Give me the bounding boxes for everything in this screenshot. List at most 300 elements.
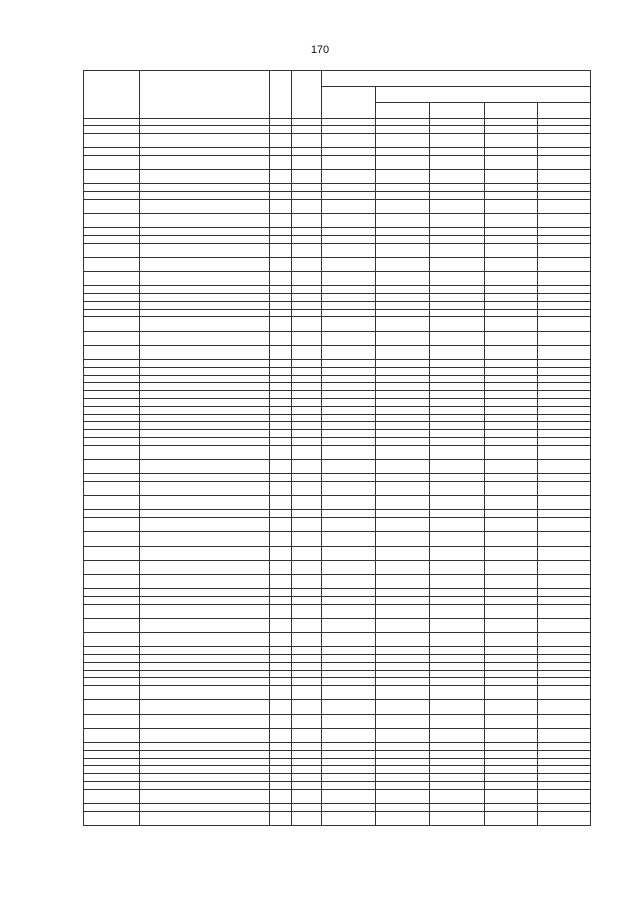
zone1-price-cell xyxy=(376,647,430,655)
table-row xyxy=(84,742,591,750)
weight-cell xyxy=(292,235,322,243)
release-price-cell xyxy=(322,345,376,359)
release-price-cell xyxy=(322,618,376,632)
name-cell xyxy=(140,758,270,766)
zone1-price-cell xyxy=(376,604,430,618)
name-cell xyxy=(140,459,270,473)
name-cell xyxy=(140,294,270,302)
unit-cell xyxy=(270,367,292,375)
name-cell xyxy=(140,728,270,742)
zone4-price-cell xyxy=(538,155,591,169)
zone4-price-cell xyxy=(538,360,591,368)
unit-cell xyxy=(270,445,292,459)
zone4-price-cell xyxy=(538,169,591,183)
weight-cell xyxy=(292,604,322,618)
zone3-price-cell xyxy=(485,301,538,309)
weight-cell xyxy=(292,596,322,604)
unit-cell xyxy=(270,317,292,331)
name-cell xyxy=(140,331,270,345)
table-row xyxy=(84,235,591,243)
zone2-price-cell xyxy=(430,474,485,482)
zone1-price-cell xyxy=(376,510,430,518)
zone2-price-cell xyxy=(430,191,485,199)
zone3-price-cell xyxy=(485,147,538,155)
zone3-price-cell xyxy=(485,618,538,632)
table-row xyxy=(84,399,591,407)
unit-cell xyxy=(270,496,292,510)
code-cell xyxy=(84,589,140,597)
weight-cell xyxy=(292,686,322,700)
zone2-price-cell xyxy=(430,155,485,169)
table-row xyxy=(84,546,591,560)
zone2-price-cell xyxy=(430,781,485,789)
name-cell xyxy=(140,742,270,750)
zone2-price-cell xyxy=(430,126,485,134)
name-cell xyxy=(140,510,270,518)
zone2-price-cell xyxy=(430,301,485,309)
unit-cell xyxy=(270,459,292,473)
unit-cell xyxy=(270,510,292,518)
weight-cell xyxy=(292,383,322,391)
weight-cell xyxy=(292,589,322,597)
zone3-price-cell xyxy=(485,126,538,134)
zone2-price-cell xyxy=(430,199,485,213)
zone3-price-cell xyxy=(485,345,538,359)
name-cell xyxy=(140,414,270,422)
code-cell xyxy=(84,560,140,574)
zone2-price-cell xyxy=(430,546,485,560)
release-price-cell xyxy=(322,147,376,155)
unit-cell xyxy=(270,331,292,345)
release-price-cell xyxy=(322,213,376,227)
zone1-price-cell xyxy=(376,235,430,243)
zone1-price-cell xyxy=(376,560,430,574)
table-row xyxy=(84,496,591,510)
zone2-price-cell xyxy=(430,728,485,742)
name-cell xyxy=(140,803,270,811)
unit-cell xyxy=(270,391,292,399)
unit-cell xyxy=(270,662,292,670)
zone2-price-cell xyxy=(430,604,485,618)
release-price-cell xyxy=(322,633,376,647)
release-price-cell xyxy=(322,459,376,473)
code-cell xyxy=(84,317,140,331)
zone2-price-cell xyxy=(430,294,485,302)
weight-cell xyxy=(292,422,322,430)
code-cell xyxy=(84,604,140,618)
table-row xyxy=(84,147,591,155)
release-price-cell xyxy=(322,766,376,774)
weight-cell xyxy=(292,774,322,782)
table-row xyxy=(84,430,591,438)
table-row xyxy=(84,766,591,774)
table-row xyxy=(84,243,591,257)
release-price-cell xyxy=(322,758,376,766)
release-price-cell xyxy=(322,647,376,655)
release-price-cell xyxy=(322,789,376,803)
zone4-price-cell xyxy=(538,406,591,414)
name-cell xyxy=(140,604,270,618)
weight-cell xyxy=(292,670,322,678)
zone4-price-cell xyxy=(538,147,591,155)
zone4-price-cell xyxy=(538,331,591,345)
zone1-price-cell xyxy=(376,228,430,236)
code-cell xyxy=(84,272,140,286)
zone2-price-cell xyxy=(430,430,485,438)
column-number xyxy=(485,119,538,126)
table-row xyxy=(84,803,591,811)
zone2-price-cell xyxy=(430,169,485,183)
zone1-price-cell xyxy=(376,360,430,368)
zone2-price-cell xyxy=(430,758,485,766)
release-price-cell xyxy=(322,331,376,345)
weight-cell xyxy=(292,750,322,758)
zone2-price-cell xyxy=(430,383,485,391)
weight-cell xyxy=(292,633,322,647)
zone1-price-cell xyxy=(376,399,430,407)
zone3-price-cell xyxy=(485,317,538,331)
name-cell xyxy=(140,574,270,588)
zone1-price-cell xyxy=(376,213,430,227)
weight-cell xyxy=(292,317,322,331)
weight-cell xyxy=(292,445,322,459)
zone4-price-cell xyxy=(538,422,591,430)
table-row xyxy=(84,750,591,758)
zone1-price-cell xyxy=(376,184,430,192)
unit-cell xyxy=(270,147,292,155)
weight-cell xyxy=(292,811,322,825)
unit-cell xyxy=(270,589,292,597)
unit-cell xyxy=(270,700,292,714)
unit-cell xyxy=(270,438,292,446)
zone1-price-cell xyxy=(376,686,430,700)
code-cell xyxy=(84,406,140,414)
zone3-price-cell xyxy=(485,272,538,286)
zone1-price-cell xyxy=(376,317,430,331)
code-cell xyxy=(84,360,140,368)
unit-cell xyxy=(270,728,292,742)
code-cell xyxy=(84,228,140,236)
zone3-price-cell xyxy=(485,596,538,604)
zone4-price-cell xyxy=(538,742,591,750)
zone4-price-cell xyxy=(538,789,591,803)
zone3-price-cell xyxy=(485,243,538,257)
name-cell xyxy=(140,596,270,604)
column-number xyxy=(270,119,292,126)
name-cell xyxy=(140,655,270,663)
zone3-price-cell xyxy=(485,686,538,700)
zone4-price-cell xyxy=(538,481,591,495)
table-row xyxy=(84,317,591,331)
release-price-cell xyxy=(322,375,376,383)
code-cell xyxy=(84,367,140,375)
name-cell xyxy=(140,560,270,574)
weight-cell xyxy=(292,662,322,670)
zone3-price-cell xyxy=(485,546,538,560)
zone3-price-cell xyxy=(485,399,538,407)
zone4-price-cell xyxy=(538,633,591,647)
unit-cell xyxy=(270,758,292,766)
zone3-price-cell xyxy=(485,766,538,774)
col-weight-header xyxy=(292,71,322,119)
zone2-price-cell xyxy=(430,496,485,510)
unit-cell xyxy=(270,789,292,803)
zone1-price-cell xyxy=(376,474,430,482)
zone2-price-cell xyxy=(430,670,485,678)
zone2-price-cell xyxy=(430,700,485,714)
release-price-cell xyxy=(322,422,376,430)
col-unit-header xyxy=(270,71,292,119)
zone2-price-cell xyxy=(430,459,485,473)
zone4-price-cell xyxy=(538,243,591,257)
name-cell xyxy=(140,518,270,532)
zone1-price-cell xyxy=(376,662,430,670)
name-cell xyxy=(140,430,270,438)
zone4-price-cell xyxy=(538,728,591,742)
weight-cell xyxy=(292,647,322,655)
weight-cell xyxy=(292,803,322,811)
column-number xyxy=(538,119,591,126)
unit-cell xyxy=(270,596,292,604)
zone3-price-cell xyxy=(485,235,538,243)
release-price-cell xyxy=(322,678,376,686)
zone2-price-cell xyxy=(430,532,485,546)
zone4-price-cell xyxy=(538,474,591,482)
zone4-price-cell xyxy=(538,560,591,574)
column-number xyxy=(322,119,376,126)
zone4-price-cell xyxy=(538,235,591,243)
table-row xyxy=(84,758,591,766)
release-price-cell xyxy=(322,301,376,309)
weight-cell xyxy=(292,618,322,632)
release-price-cell xyxy=(322,430,376,438)
zone1-price-cell xyxy=(376,670,430,678)
name-cell xyxy=(140,670,270,678)
zone1-price-cell xyxy=(376,294,430,302)
zone4-price-cell xyxy=(538,213,591,227)
table-row xyxy=(84,406,591,414)
release-price-cell xyxy=(322,438,376,446)
table-row xyxy=(84,438,591,446)
unit-cell xyxy=(270,155,292,169)
name-cell xyxy=(140,243,270,257)
zone1-price-cell xyxy=(376,596,430,604)
zone2-price-cell xyxy=(430,803,485,811)
code-cell xyxy=(84,655,140,663)
zone1-price-cell xyxy=(376,191,430,199)
zone2-price-cell xyxy=(430,766,485,774)
release-price-cell xyxy=(322,257,376,271)
table-row xyxy=(84,228,591,236)
unit-cell xyxy=(270,406,292,414)
unit-cell xyxy=(270,286,292,294)
code-cell xyxy=(84,532,140,546)
release-price-cell xyxy=(322,228,376,236)
name-cell xyxy=(140,228,270,236)
zone2-price-cell xyxy=(430,317,485,331)
zone2-price-cell xyxy=(430,742,485,750)
zone2-price-cell xyxy=(430,560,485,574)
name-cell xyxy=(140,714,270,728)
code-cell xyxy=(84,678,140,686)
code-cell xyxy=(84,331,140,345)
name-cell xyxy=(140,789,270,803)
name-cell xyxy=(140,406,270,414)
zone1-price-cell xyxy=(376,383,430,391)
zone2-price-cell xyxy=(430,147,485,155)
zone4-price-cell xyxy=(538,286,591,294)
zone3-price-cell xyxy=(485,331,538,345)
zone2-price-cell xyxy=(430,481,485,495)
release-price-cell xyxy=(322,367,376,375)
release-price-cell xyxy=(322,546,376,560)
release-price-cell xyxy=(322,518,376,532)
zone2-price-cell xyxy=(430,655,485,663)
zone1-price-cell xyxy=(376,375,430,383)
name-cell xyxy=(140,781,270,789)
table-row xyxy=(84,257,591,271)
zone4-price-cell xyxy=(538,459,591,473)
zone4-price-cell xyxy=(538,647,591,655)
zone3-price-cell xyxy=(485,191,538,199)
release-price-cell xyxy=(322,604,376,618)
weight-cell xyxy=(292,169,322,183)
weight-cell xyxy=(292,758,322,766)
code-cell xyxy=(84,184,140,192)
name-cell xyxy=(140,647,270,655)
zone1-price-cell xyxy=(376,655,430,663)
unit-cell xyxy=(270,633,292,647)
name-cell xyxy=(140,474,270,482)
table-row xyxy=(84,618,591,632)
zone3-price-cell xyxy=(485,294,538,302)
zone3-price-cell xyxy=(485,781,538,789)
unit-cell xyxy=(270,742,292,750)
name-cell xyxy=(140,317,270,331)
zone3-price-cell xyxy=(485,678,538,686)
release-price-cell xyxy=(322,803,376,811)
table-row xyxy=(84,662,591,670)
zone3-price-cell xyxy=(485,532,538,546)
table-row xyxy=(84,414,591,422)
table-body xyxy=(84,126,591,826)
zone1-price-cell xyxy=(376,309,430,317)
release-price-cell xyxy=(322,272,376,286)
unit-cell xyxy=(270,309,292,317)
zone1-price-cell xyxy=(376,742,430,750)
unit-cell xyxy=(270,546,292,560)
release-price-cell xyxy=(322,243,376,257)
unit-cell xyxy=(270,345,292,359)
zone2-price-cell xyxy=(430,257,485,271)
zone3-price-cell xyxy=(485,633,538,647)
table-row xyxy=(84,445,591,459)
unit-cell xyxy=(270,618,292,632)
code-cell xyxy=(84,647,140,655)
weight-cell xyxy=(292,546,322,560)
weight-cell xyxy=(292,655,322,663)
code-cell xyxy=(84,430,140,438)
code-cell xyxy=(84,301,140,309)
zone4-price-cell xyxy=(538,391,591,399)
zone3-price-cell xyxy=(485,811,538,825)
unit-cell xyxy=(270,604,292,618)
code-cell xyxy=(84,294,140,302)
zone1-price-cell xyxy=(376,422,430,430)
zone4-price-cell xyxy=(538,309,591,317)
table-row xyxy=(84,811,591,825)
unit-cell xyxy=(270,243,292,257)
zone3-price-cell xyxy=(485,383,538,391)
zone3-price-cell xyxy=(485,589,538,597)
zone2-price-cell xyxy=(430,235,485,243)
code-cell xyxy=(84,596,140,604)
table-row xyxy=(84,700,591,714)
unit-cell xyxy=(270,383,292,391)
weight-cell xyxy=(292,406,322,414)
name-cell xyxy=(140,345,270,359)
table-row xyxy=(84,510,591,518)
zone1-price-cell xyxy=(376,155,430,169)
zone1-price-cell xyxy=(376,700,430,714)
code-cell xyxy=(84,391,140,399)
table-row xyxy=(84,331,591,345)
weight-cell xyxy=(292,399,322,407)
zone3-price-cell xyxy=(485,459,538,473)
zone3-price-cell xyxy=(485,286,538,294)
col-price-group-header xyxy=(322,71,591,87)
zone1-price-cell xyxy=(376,286,430,294)
zone2-price-cell xyxy=(430,399,485,407)
weight-cell xyxy=(292,438,322,446)
release-price-cell xyxy=(322,728,376,742)
unit-cell xyxy=(270,199,292,213)
table-row xyxy=(84,375,591,383)
weight-cell xyxy=(292,155,322,169)
code-cell xyxy=(84,126,140,134)
zone3-price-cell xyxy=(485,574,538,588)
table-row xyxy=(84,633,591,647)
zone4-price-cell xyxy=(538,604,591,618)
zone3-price-cell xyxy=(485,700,538,714)
release-price-cell xyxy=(322,406,376,414)
weight-cell xyxy=(292,700,322,714)
code-cell xyxy=(84,243,140,257)
zone2-price-cell xyxy=(430,686,485,700)
zone3-price-cell xyxy=(485,309,538,317)
table-row xyxy=(84,781,591,789)
code-cell xyxy=(84,213,140,227)
table-row xyxy=(84,589,591,597)
weight-cell xyxy=(292,345,322,359)
unit-cell xyxy=(270,781,292,789)
zone3-price-cell xyxy=(485,445,538,459)
table-row xyxy=(84,391,591,399)
zone3-price-cell xyxy=(485,510,538,518)
zone3-price-cell xyxy=(485,750,538,758)
zone3-price-cell xyxy=(485,391,538,399)
code-cell xyxy=(84,758,140,766)
code-cell xyxy=(84,474,140,482)
zone2-price-cell xyxy=(430,518,485,532)
zone3-price-cell xyxy=(485,422,538,430)
weight-cell xyxy=(292,360,322,368)
weight-cell xyxy=(292,375,322,383)
zone2-price-cell xyxy=(430,360,485,368)
code-cell xyxy=(84,399,140,407)
weight-cell xyxy=(292,199,322,213)
zone3-price-cell xyxy=(485,655,538,663)
